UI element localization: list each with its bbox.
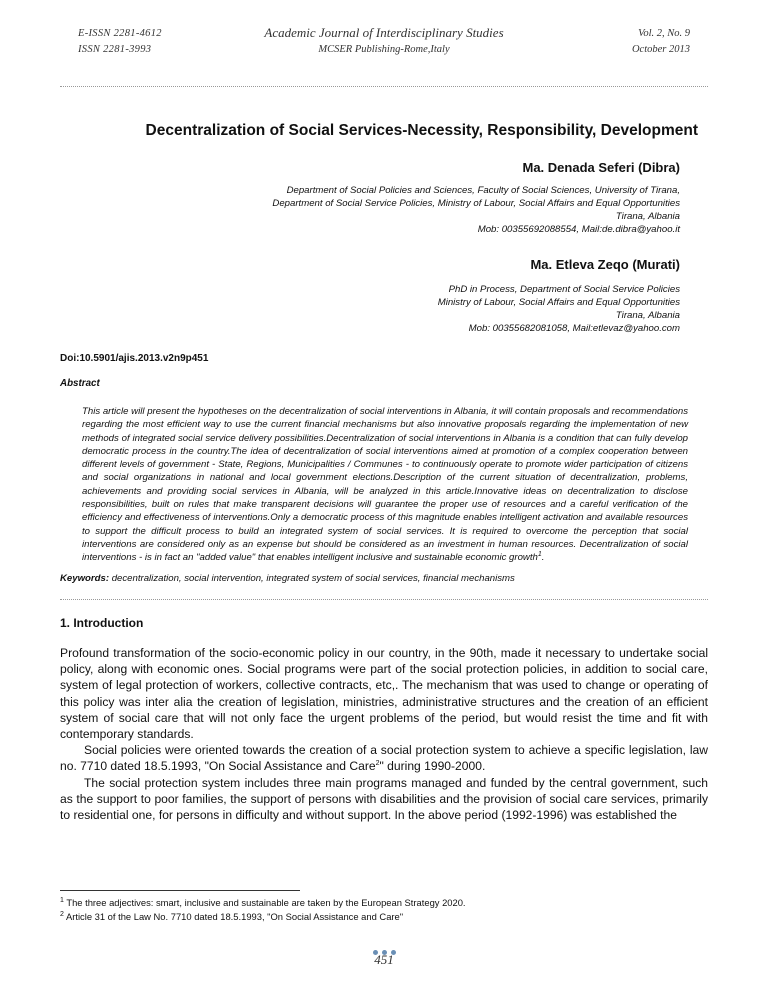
paragraph (60, 742, 708, 774)
eissn: E-ISSN 2281-4612 (78, 28, 162, 39)
footnote-ref: 2 (375, 760, 380, 768)
issn: ISSN 2281-3993 (78, 44, 152, 55)
author-1-name: Ma. Denada Seferi (Dibra) (522, 160, 680, 175)
affiliation-line: Tirana, Albania (615, 310, 680, 321)
issue-date: October 2013 (631, 44, 690, 55)
keywords-list: decentralization, social intervention, integrated system of social services, financial mechanisms (111, 573, 515, 584)
journal-name: Academic Journal of Interdisciplinary Studies (264, 25, 504, 40)
abstract-body: This article will present the hypotheses on the decentralization of social interventions in Albania, it will contain proposals and recommendations regarding the most efficient way to use the current financial mechanisms but also innovative proposals regarding the implementation of new methods of integrated social service delivery possibilities.Decentralization of social interventions in Albania is a condition that can fully develop democratic process in the country.The idea of decentralization of social interventions aimed at promotion of a complex cooperation between different levels of government - State, Regions, Municipalities / Communes - to continuously operate to promote wider participation of citizens and social organizations in national and local government elections.Description of the current situation of decentralization, problems, achievements and providing social services in Albania, will be analyzed in this article.Innovative ideas on decentralization to disclose responsibilities, built on rules that make transparent decisions will guarantee the proper use of resources and a careful verification of the efficiency and effectiveness of interventions.Only a democratic process of this magnitude enables intelligent activation and available resources to support the difficult process to build an integrated system of social services. It is required to overcome the perception that social interventions are considered only as an expense but should be considered as an investment in human resources. Decentralization of social interventions - is in fact an "added value" that enables intelligent inclusive and sustainable economic growth (82, 406, 688, 564)
footnote-number: 1 (60, 896, 64, 904)
keywords-label: Keywords: (60, 573, 110, 584)
paragraph: The social protection system includes three main programs managed and funded by the central government, such as the support to poor families, the support of persons with disabilities and the provision of social care services, primarily to residential one, for persons in difficulty and without support. In the above period (1992-1996) was established the (60, 775, 708, 823)
keywords (60, 573, 710, 584)
paragraph-text: " during 1990-2000. (379, 759, 486, 774)
affiliation-line: Mob: 00355692088554, Mail:de.dibra@yahoo.it (477, 224, 680, 235)
keywords-divider (60, 599, 708, 600)
paragraph-text: Social policies were oriented towards the creation of a social protection system to achieve a specific legislation, law no. 7710 dated 18.5.1993, "On Social Assistance and Care (60, 743, 708, 774)
body-text (60, 645, 708, 823)
affiliation-line: PhD in Process, Department of Social Service Policies (448, 284, 680, 295)
running-header (60, 22, 708, 66)
header-divider (60, 86, 708, 87)
publisher: MCSER Publishing-Rome,Italy (318, 44, 450, 55)
abstract-heading: Abstract (60, 378, 100, 389)
volume: Vol. 2, No. 9 (638, 28, 690, 39)
affiliation-line: Mob: 00355682081058, Mail:etlevaz@yahoo.com (468, 323, 680, 334)
affiliation-line: Department of Social Service Policies, Ministry of Labour, Social Affairs and Equal Opportunities (272, 198, 680, 209)
footnote-text: Article 31 of the Law No. 7710 dated 18.5.1993, "On Social Assistance and Care" (63, 911, 404, 922)
affiliation-line: Tirana, Albania (615, 211, 680, 222)
footnote-divider (60, 890, 300, 891)
footnote-number: 2 (60, 910, 64, 918)
affiliation-line: Ministry of Labour, Social Affairs and Equal Opportunities (437, 297, 680, 308)
footnote (60, 911, 403, 922)
abstract-text: This article will present the hypotheses on the decentralization of social interventions in Albania, it will contain proposals and recommendations regarding the most efficient way to use the current financial mechanisms but also innovative proposals regarding the implementation of new methods of integrated social service delivery possibilities.Decentralization of social interventions in Albania is a condition that can fully develop democratic process in the country.The idea of decentralization of social interventions aimed at promotion of a complex cooperation between different levels of government - State, Regions, Municipalities / Communes - to continuously operate to promote wider participation of citizens and social organizations in national and local government elections.Description of the current situation of decentralization, problems, achievements and providing social services in Albania, will be analyzed in this article.Innovative ideas on decentralization to disclose responsibilities, built on rules that make transparent decisions will guarantee the proper use of resources and a careful verification of the efficiency and effectiveness of interventions.Only a democratic process of this magnitude enables intelligent activation and available resources to support the difficult process to build an integrated system of social services. It is required to overcome the perception that social interventions are considered only as an expense but should be considered as an investment in human resources. Decentralization of social interventions - is in fact an "added value" that enables intelligent inclusive and sustainable economic growth$^1$. (82, 406, 688, 564)
author-2-affiliation (438, 283, 680, 335)
footnote (60, 897, 466, 908)
paragraph: Profound transformation of the socio-economic policy in our country, in the 90th, made it necessary to undertake social policy, along with economic ones. Social programs were part of the social protection policies, in addition to social care, system of legal protection of workers, collective contracts, etc,. The mechanism that was used to change or operating of this policy was inter alia the creation of legislation, ministries, administrative structures and the creation of an efficient system of social care that will not only face the urgent problems of the period, but would resist the time and fit with contemporary standards. (60, 646, 708, 742)
footnote-ref: 1 (537, 551, 542, 559)
section-heading: 1. Introduction (60, 616, 144, 630)
affiliation-line: Department of Social Policies and Sciences, Faculty of Social Sciences, University of Tirana, (286, 185, 680, 196)
page-number: 451 (374, 952, 394, 967)
footnote-text: The three adjectives: smart, inclusive and sustainable are taken by the European Strategy 2020. (63, 897, 466, 908)
author-1-affiliation (272, 184, 680, 236)
paper-title: Decentralization of Social Services-Necessity, Responsibility, Development (145, 122, 698, 139)
author-2-name: Ma. Etleva Zeqo (Murati) (530, 257, 680, 272)
doi: Doi:10.5901/ajis.2013.v2n9p451 (60, 353, 209, 364)
